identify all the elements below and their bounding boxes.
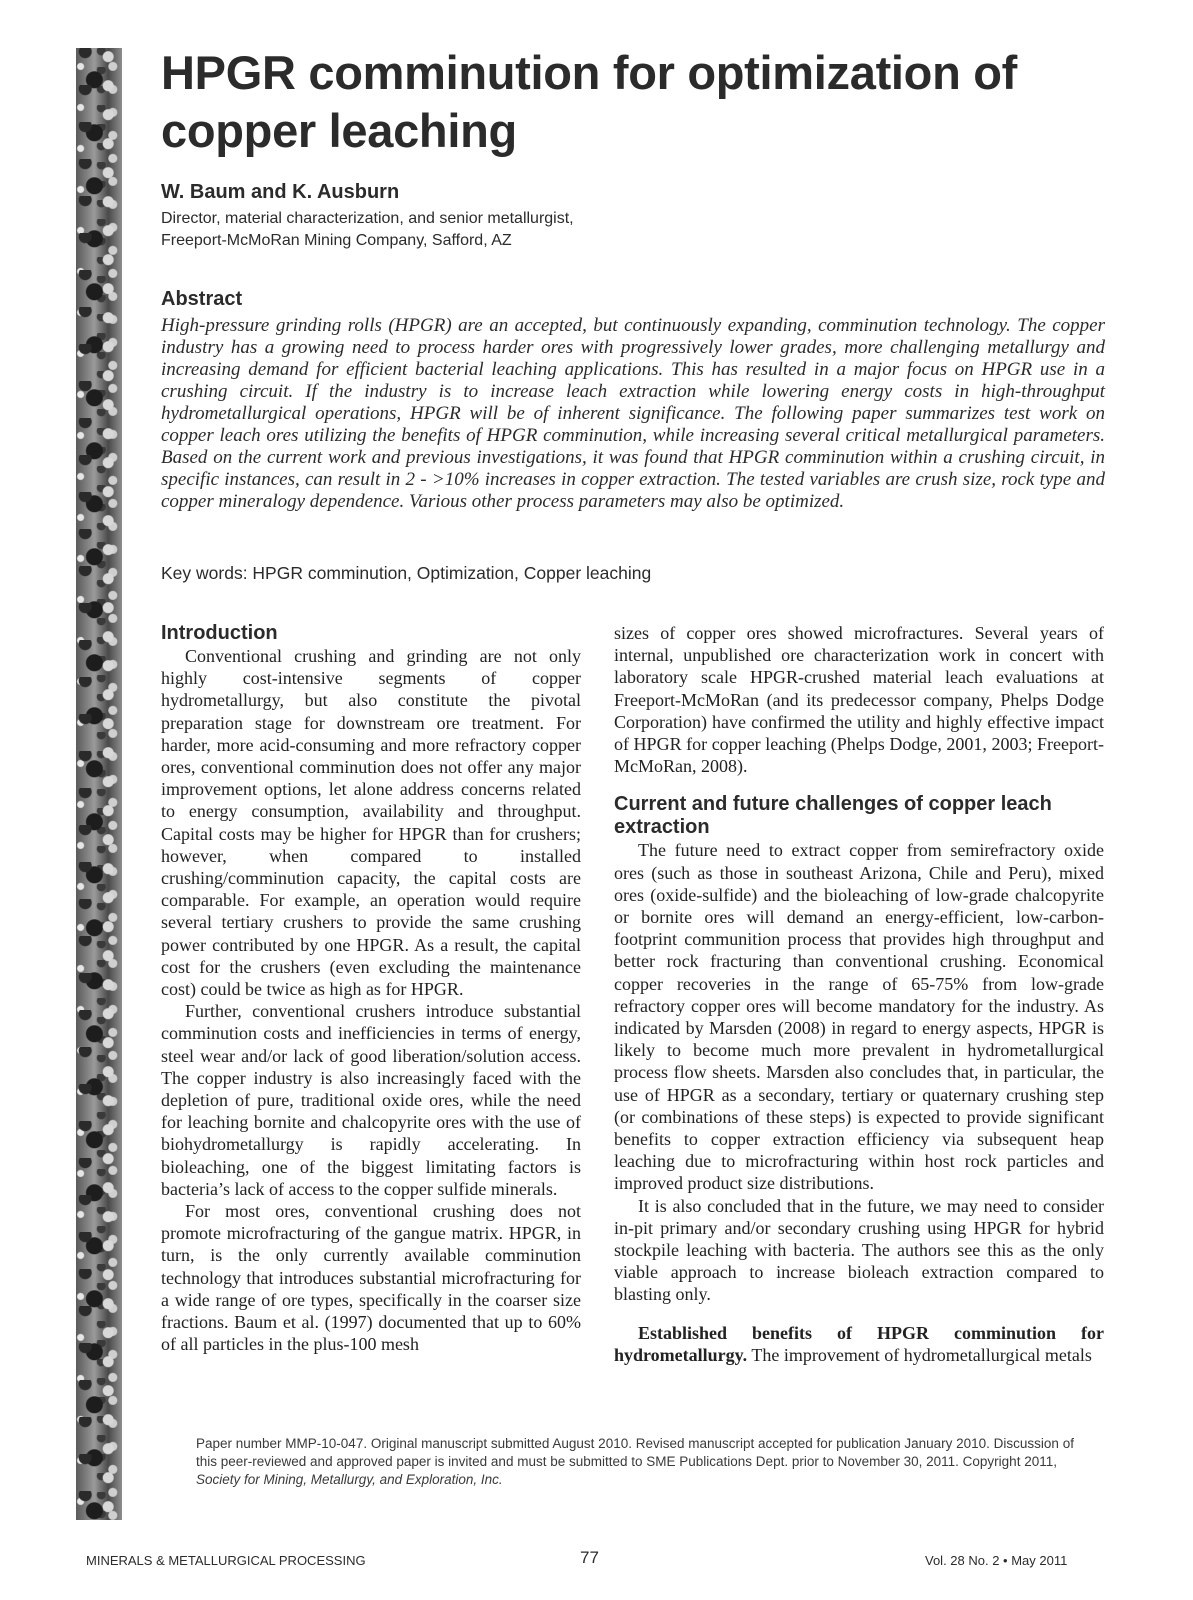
- footer-journal: MINERALS & METALLURGICAL PROCESSING: [86, 1553, 366, 1568]
- abstract-heading: Abstract: [161, 288, 243, 310]
- introduction-heading: Introduction: [161, 622, 278, 644]
- affiliation: [161, 208, 574, 252]
- challenges-paragraph-3-text: The improvement of hydrometallurgical metals: [747, 1344, 1092, 1365]
- paper-title: HPGR comminution for optimization of copper leaching: [161, 46, 1018, 157]
- runin-heading: Established benefits of HPGR comminution for hydrometallurgy.: [614, 1322, 1104, 1365]
- introduction-paragraph-2: Further, conventional crushers introduce substantial comminution costs and inefficiencies in terms of energy, steel wear and/or lack of good liberation/solution access. The copper industry is also increasingly faced with the depletion of pure, traditional oxide ores, while the need for leaching bornite and chalcopyrite ores with the use of biohydrometallurgy is rapidly accelerating. In bioleaching, one of the biggest limitating factors is bacteria’s lack of access to the copper sulfide minerals.: [161, 1001, 581, 1199]
- challenges-paragraph-1: The future need to extract copper from semirefractory oxide ores (such as those in southeast Arizona, Chile and Peru), mixed ores (oxide-sulfide) and the bioleaching of low-grade chalcopyrite or bornite ores will demand an energy-efficient, low-carbon-footprint communition process that provides high throughput and better rock fracturing than conventional crushing. Economical copper recoveries in the range of 65-75% from low-grade refractory copper ores will become mandatory for the industry. As indicated by Marsden (2008) in regard to energy aspects, HPGR is likely to become much more prevalent in hydrometallurgical process flow sheets. Marsden also concludes that, in particular, the use of HPGR as a secondary, tertiary or quaternary crushing step (or combinations of these steps) is expected to provide significant benefits to copper extraction efficiency via subsequent heap leaching due to microfracturing within host rock particles and improved product size distributions.: [614, 840, 1104, 1194]
- footer-page-number: 77: [580, 1548, 599, 1567]
- right-column: [614, 622, 1104, 1366]
- introduction-paragraph-3-continued: sizes of copper ores showed microfractures. Several years of internal, unpublished ore characterization work in concert with laboratory scale HPGR-crushed material leach evaluations at Freeport-McMoRan (and its predecessor company, Phelps Dodge Corporation) have confirmed the utility and highly effective impact of HPGR for copper leaching (Phelps Dodge, 2001, 2003; Freeport-McMoRan, 2008).: [614, 623, 1104, 777]
- footnote: [196, 1435, 1076, 1489]
- challenges-heading: Current and future challenges of copper leach extraction: [614, 793, 1052, 839]
- keywords: Key words: HPGR comminution, Optimization, Copper leaching: [161, 563, 652, 583]
- challenges-paragraph-2: It is also concluded that in the future, we may need to consider in-pit primary and/or secondary crushing using HPGR for hybrid stockpile leaching with bacteria. The authors see this as the only viable approach to increase bioleach extraction compared to blasting only.: [614, 1195, 1104, 1305]
- rock-texture-strip: [76, 48, 122, 1520]
- introduction-paragraph-3: For most ores, conventional crushing does not promote microfracturing of the gangue matrix. HPGR, in turn, is the only currently available comminution technology that introduces substantial microfracturing for a wide range of ore types, specifically in the coarser size fractions. Baum et al. (1997) documented that up to 60% of all particles in the plus-100 mesh: [161, 1201, 581, 1355]
- affiliation-line-1: Director, material characterization, and senior metallurgist,: [161, 210, 574, 227]
- footer-issue: Vol. 28 No. 2 • May 2011: [925, 1553, 1068, 1568]
- affiliation-line-2: Freeport-McMoRan Mining Company, Safford, AZ: [161, 232, 512, 249]
- footnote-text: Paper number MMP-10-047. Original manuscript submitted August 2010. Revised manuscript accepted for publication January 2010. Discussion of this peer-reviewed and approved paper is invited and must be submitted to SME Publications Dept. prior to November 30, 2011. Copyright 2011,: [196, 1436, 1074, 1469]
- challenges-paragraph-3: [614, 1322, 1104, 1366]
- abstract-text: High-pressure grinding rolls (HPGR) are an accepted, but continuously expanding, comminution technology. The copper industry has a growing need to process harder ores with progressively lower grades, more challenging metallurgy and increasing demand for efficient bacterial leaching applications. This has resulted in a major focus on HPGR use in a crushing circuit. If the industry is to increase leach extraction while lowering energy costs in high-throughput hydrometallurgical operations, HPGR will be of inherent significance. The following paper summarizes test work on copper leach ores utilizing the benefits of HPGR comminution, while increasing several critical metallurgical parameters. Based on the current work and previous investigations, it was found that HPGR comminution within a crushing circuit, in specific instances, can result in 2 - >10% increases in copper extraction. The tested variables are crush size, rock type and copper mineralogy dependence. Various other process parameters may also be optimized.: [161, 315, 1105, 512]
- footnote-society: Society for Mining, Metallurgy, and Exploration, Inc.: [196, 1472, 503, 1487]
- introduction-paragraph-1: Conventional crushing and grinding are not only highly cost-intensive segments of copper hydrometallurgy, but also constitute the pivotal preparation stage for downstream ore treatment. For harder, more acid-consuming and more refractory copper ores, conventional comminution does not offer any major improvement options, let alone address concerns related to energy consumption, availability and throughput. Capital costs may be higher for HPGR than for crushers; however, when compared to installed crushing/comminution capacity, the capital costs are comparable. For example, an operation would require several tertiary crushers to provide the same crushing power contributed by one HPGR. As a result, the capital cost for the crushers (even excluding the maintenance cost) could be twice as high as for HPGR.: [161, 646, 581, 1000]
- authors: W. Baum and K. Ausburn: [161, 181, 400, 203]
- left-column: [161, 622, 581, 1356]
